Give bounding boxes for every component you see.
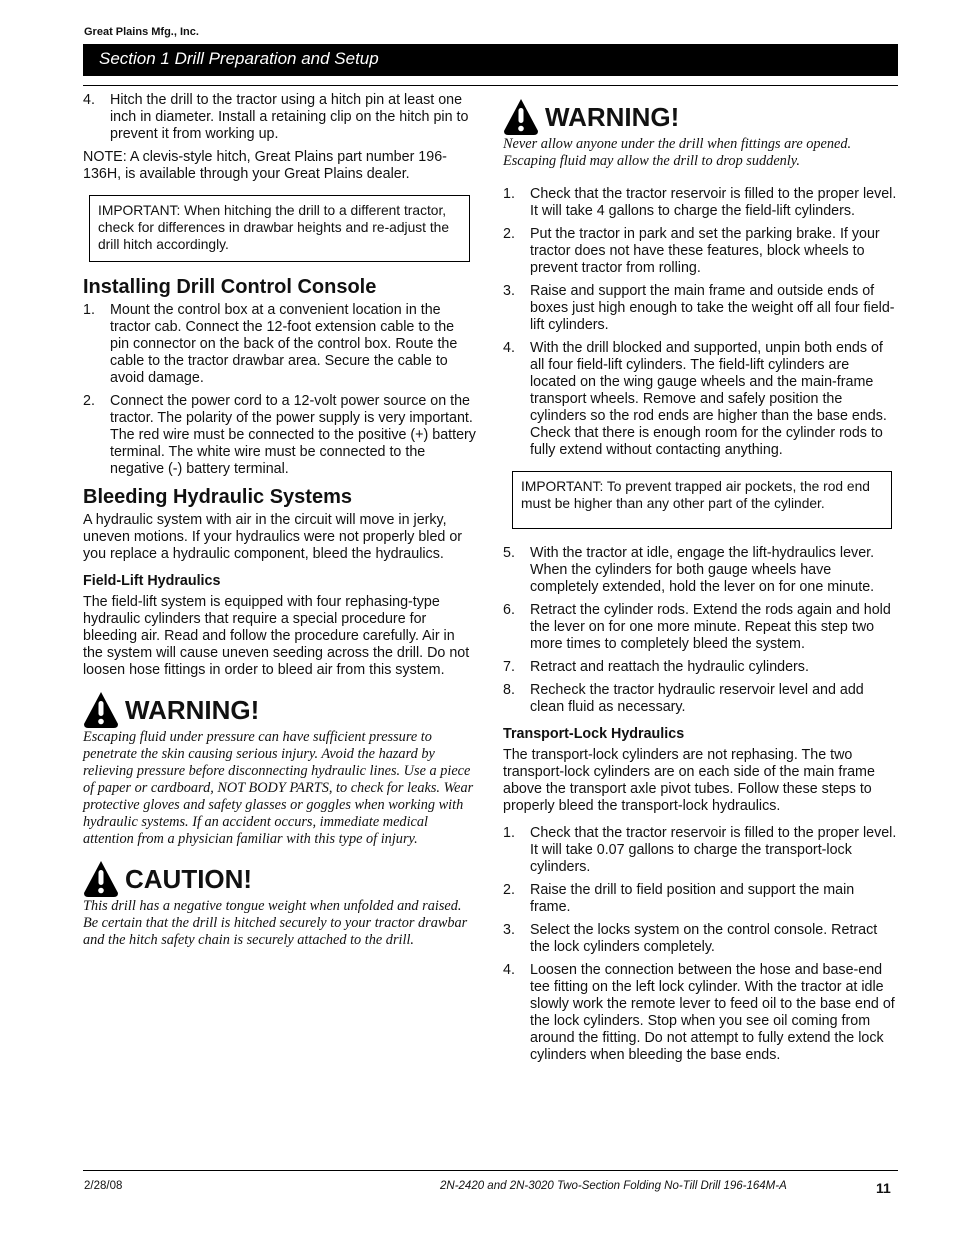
step-number: 4. <box>503 962 515 978</box>
list-item <box>503 186 898 220</box>
left-column <box>83 92 476 959</box>
important-rod-box: IMPORTANT: To prevent trapped air pockets, the rod end must be higher than any other part of the cylinder. <box>512 471 892 529</box>
step-text: Check that the tractor reservoir is filled to the proper level. It will take 4 gallons to charge the field-lift cylinders. <box>530 186 897 219</box>
right-column <box>503 92 898 1070</box>
step-number: 2. <box>83 393 95 409</box>
step-number: 4. <box>83 92 95 108</box>
step-text: Connect the power cord to a 12-volt power source on the tractor. The polarity of the power supply is very important. The red wire must be connected to the positive (+) battery terminal. The white wire must be connected to the negative (-) battery terminal. <box>110 393 476 477</box>
warning-header <box>83 691 476 729</box>
list-item <box>503 545 898 596</box>
list-item <box>503 602 898 653</box>
step-text: Put the tractor in park and set the parking brake. If your tractor does not have these features, block wheels to prevent tractor from rolling. <box>530 226 880 276</box>
step-number: 6. <box>503 602 515 618</box>
caution-title: CAUTION! <box>125 864 253 894</box>
list-item <box>83 302 476 387</box>
step-text: Raise the drill to field position and support the main frame. <box>530 882 855 915</box>
warning-icon <box>503 98 539 136</box>
step-number: 7. <box>503 659 515 675</box>
step-number: 4. <box>503 340 515 356</box>
step-number: 3. <box>503 922 515 938</box>
step-text: Raise and support the main frame and outside ends of boxes just high enough to take the weight off all four field-lift cylinders. <box>530 283 895 333</box>
warning-header <box>503 98 898 136</box>
footer-date: 2/28/08 <box>84 1180 123 1192</box>
caution-text: This drill has a negative tongue weight when unfolded and raised. Be certain that the drill is hitched securely to your tractor drawbar and the hitch safety chain is securely attached to the drill. <box>83 898 468 948</box>
transport-lock-heading: Transport-Lock Hydraulics <box>503 726 685 742</box>
company-name: Great Plains Mfg., Inc. <box>84 26 199 38</box>
field-lift-heading: Field-Lift Hydraulics <box>83 573 221 589</box>
header-rule <box>83 85 898 86</box>
step-text: Hitch the drill to the tractor using a hitch pin at least one inch in diameter. Install a retaining clip on the hitch pin to prevent it from working up. <box>110 92 469 142</box>
step-text: With the drill blocked and supported, unpin both ends of all four field-lift cylinders. The field-lift cylinders are located on the wing gauge wheels and the main-frame transport wheels. Remove and safely position the cylinders so the rod ends are higher than the base ends. Check that there is enough room for the cylinder rods to fully extend without contacting anything. <box>530 340 887 458</box>
step-number: 3. <box>503 283 515 299</box>
page-number: 11 <box>876 1180 891 1196</box>
step-text: Mount the control box at a convenient location in the tractor cab. Connect the 12-foot extension cable to the pin connector on the back of the control box. Route the cable to the tractor drawbar area. Secure the cable to avoid damage. <box>110 302 458 386</box>
warning-icon <box>83 691 119 729</box>
step-text: Loosen the connection between the hose and base-end tee fitting on the left lock cylinder. With the tractor at idle slowly work the remote lever to feed oil to the base end of the lock cylinders. Stop when you see oil coming from around the fitting. Do not attempt to fully extend the lock cylinders when bleeding the base ends. <box>530 962 895 1063</box>
list-item <box>503 922 898 956</box>
list-item <box>503 659 898 676</box>
step-number: 1. <box>503 825 515 841</box>
step-number: 8. <box>503 682 515 698</box>
step-text: Recheck the tractor hydraulic reservoir level and add clean fluid as necessary. <box>530 682 864 715</box>
step-number: 1. <box>503 186 515 202</box>
list-item <box>503 226 898 277</box>
transport-lock-intro: The transport-lock cylinders are not rephasing. The two transport-lock cylinders are on each side of the main frame above the transport axle pivot tubes. Follow these steps to properly bleed the transport-lock hydraulics. <box>503 747 875 814</box>
step-text: Select the locks system on the control console. Retract the lock cylinders completely. <box>530 922 878 955</box>
list-item <box>503 882 898 916</box>
footer-rule <box>83 1170 898 1171</box>
step-number: 5. <box>503 545 515 561</box>
caution-header <box>83 860 476 898</box>
caution-icon <box>83 860 119 898</box>
console-heading: Installing Drill Control Console <box>83 276 377 298</box>
section-title: Section 1 Drill Preparation and Setup <box>83 44 898 76</box>
list-item <box>503 825 898 876</box>
list-item <box>83 393 476 478</box>
step-text: With the tractor at idle, engage the lift-hydraulics lever. When the cylinders for both gauge wheels have completely extended, hold the lever on for one minute. <box>530 545 875 595</box>
list-item <box>503 283 898 334</box>
bleeding-intro: A hydraulic system with air in the circuit will move in jerky, uneven motions. If your hydraulics were not properly bled or you replace a hydraulic component, bleed the hydraulics. <box>83 512 463 562</box>
important-hitch-box: IMPORTANT: When hitching the drill to a different tractor, check for differences in drawbar heights and re-adjust the drill hitch accordingly. <box>89 195 470 262</box>
step-number: 2. <box>503 226 515 242</box>
step-text: Check that the tractor reservoir is filled to the proper level. It will take 0.07 gallons to charge the transport-lock cylinders. <box>530 825 897 875</box>
clevis-note: NOTE: A clevis-style hitch, Great Plains part number 196-136H, is available through your Great Plains dealer. <box>83 149 447 182</box>
field-lift-intro: The field-lift system is equipped with four rephasing-type hydraulic cylinders that require a special procedure for bleeding air. Read and follow the procedure carefully. Air in the system will cause uneven seeding across the drill. Do not loosen hose fittings in order to bleed air from this system. <box>83 594 470 678</box>
step-text: Retract and reattach the hydraulic cylinders. <box>530 659 809 675</box>
list-item <box>503 962 898 1064</box>
footer-doc-title: 2N-2420 and 2N-3020 Two-Section Folding No-Till Drill 196-164M-A <box>440 1180 787 1192</box>
step-number: 1. <box>83 302 95 318</box>
list-item <box>503 340 898 459</box>
warning-text: Escaping fluid under pressure can have sufficient pressure to penetrate the skin causing serious injury. Avoid the hazard by relieving pressure before disconnecting hydraulic lines. Use a piece of paper or cardboard, NOT BODY PARTS, to check for leaks. Wear protective gloves and safety glasses or goggles when working with hydraulic systems. If an accident occurs, immediate medical attention from a physician familiar with this type of injury. <box>83 729 474 847</box>
step-text: Retract the cylinder rods. Extend the rods again and hold the lever on for one more minute. Repeat this step two more times to completely bleed the system. <box>530 602 891 652</box>
bleeding-heading: Bleeding Hydraulic Systems <box>83 486 352 508</box>
step-number: 2. <box>503 882 515 898</box>
list-item <box>503 682 898 716</box>
warning-text: Never allow anyone under the drill when fittings are opened. Escaping fluid may allow the drill to drop suddenly. <box>503 136 852 169</box>
hitch-step <box>83 92 476 143</box>
warning-title: WARNING! <box>545 102 680 132</box>
warning-title: WARNING! <box>125 695 260 725</box>
